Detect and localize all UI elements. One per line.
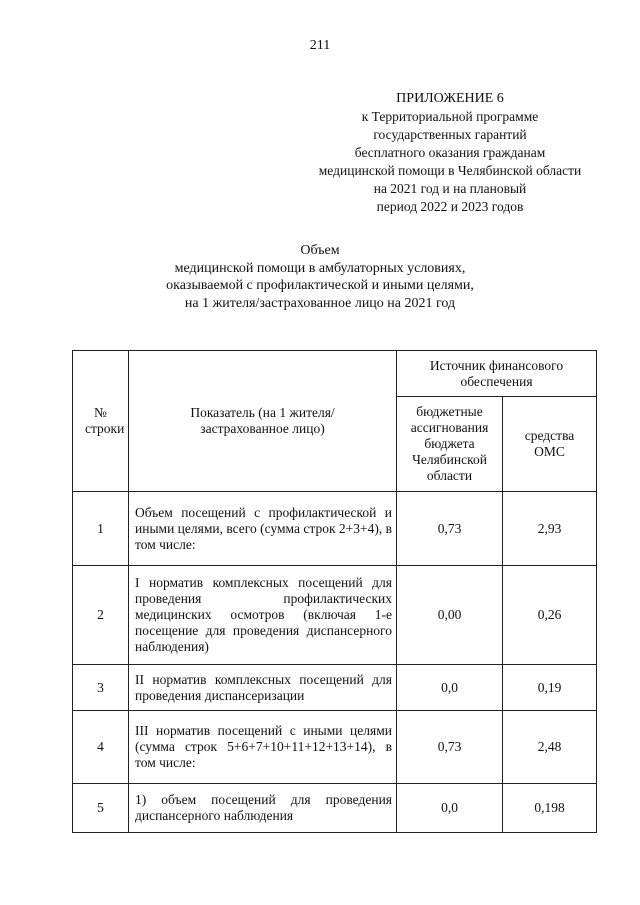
row-number: 2: [73, 566, 129, 665]
row-number: 1: [73, 492, 129, 566]
row-indicator: II норматив комплексных посещений для проведения диспансеризации: [129, 665, 397, 711]
page-number: 211: [309, 38, 331, 53]
row-oms-value: 0,198: [503, 784, 597, 833]
row-indicator: I норматив комплексных посещений для проведения профилактических медицинских осмотров (включая 1-е посещение для проведения диспансерного наблюдения): [129, 566, 397, 665]
appendix-title: ПРИЛОЖЕНИЕ 6: [396, 91, 504, 106]
volume-table: [72, 350, 597, 833]
row-budget-value: 0,0: [397, 665, 503, 711]
header-row-number: № строки: [73, 351, 129, 492]
appendix-line: на 2021 год и на плановый: [373, 181, 527, 196]
appendix-line: бесплатного оказания гражданам: [354, 145, 546, 160]
document-title: [120, 242, 520, 312]
table-row: [73, 566, 597, 665]
appendix-header: [300, 90, 600, 216]
row-number: 4: [73, 711, 129, 784]
title-line: на 1 жителя/застрахованное лицо на 2021 год: [184, 295, 456, 311]
row-budget-value: 0,73: [397, 711, 503, 784]
row-budget-value: 0,73: [397, 492, 503, 566]
header-budget: бюджетные ассигнования бюджета Челябинской области: [397, 397, 503, 492]
header-indicator: Показатель (на 1 жителя/застрахованное лицо): [129, 351, 397, 492]
appendix-line: государственных гарантий: [373, 127, 527, 142]
row-indicator: III норматив посещений с иными целями (сумма строк 5+6+7+10+11+12+13+14), в том числе:: [129, 711, 397, 784]
row-number: 3: [73, 665, 129, 711]
row-oms-value: 2,93: [503, 492, 597, 566]
header-oms: средства ОМС: [503, 397, 597, 492]
row-oms-value: 0,19: [503, 665, 597, 711]
table-row: [73, 665, 597, 711]
row-number: 5: [73, 784, 129, 833]
appendix-line: медицинской помощи в Челябинской области: [318, 163, 582, 178]
table-row: [73, 711, 597, 784]
title-line: медицинской помощи в амбулаторных условиях,: [174, 260, 466, 276]
appendix-line: к Территориальной программе: [361, 109, 539, 124]
table-row: [73, 784, 597, 833]
row-oms-value: 0,26: [503, 566, 597, 665]
row-oms-value: 2,48: [503, 711, 597, 784]
row-budget-value: 0,0: [397, 784, 503, 833]
row-indicator: 1) объем посещений для проведения диспансерного наблюдения: [129, 784, 397, 833]
row-indicator: Объем посещений с профилактической и иными целями, всего (сумма строк 2+3+4), в том числе:: [129, 492, 397, 566]
title-line: Объем: [300, 243, 340, 258]
table-row: [73, 492, 597, 566]
header-funding-source: Источник финансового обеспечения: [397, 351, 597, 397]
title-line: оказываемой с профилактической и иными целями,: [166, 278, 474, 293]
appendix-line: период 2022 и 2023 годов: [376, 199, 524, 214]
row-budget-value: 0,00: [397, 566, 503, 665]
